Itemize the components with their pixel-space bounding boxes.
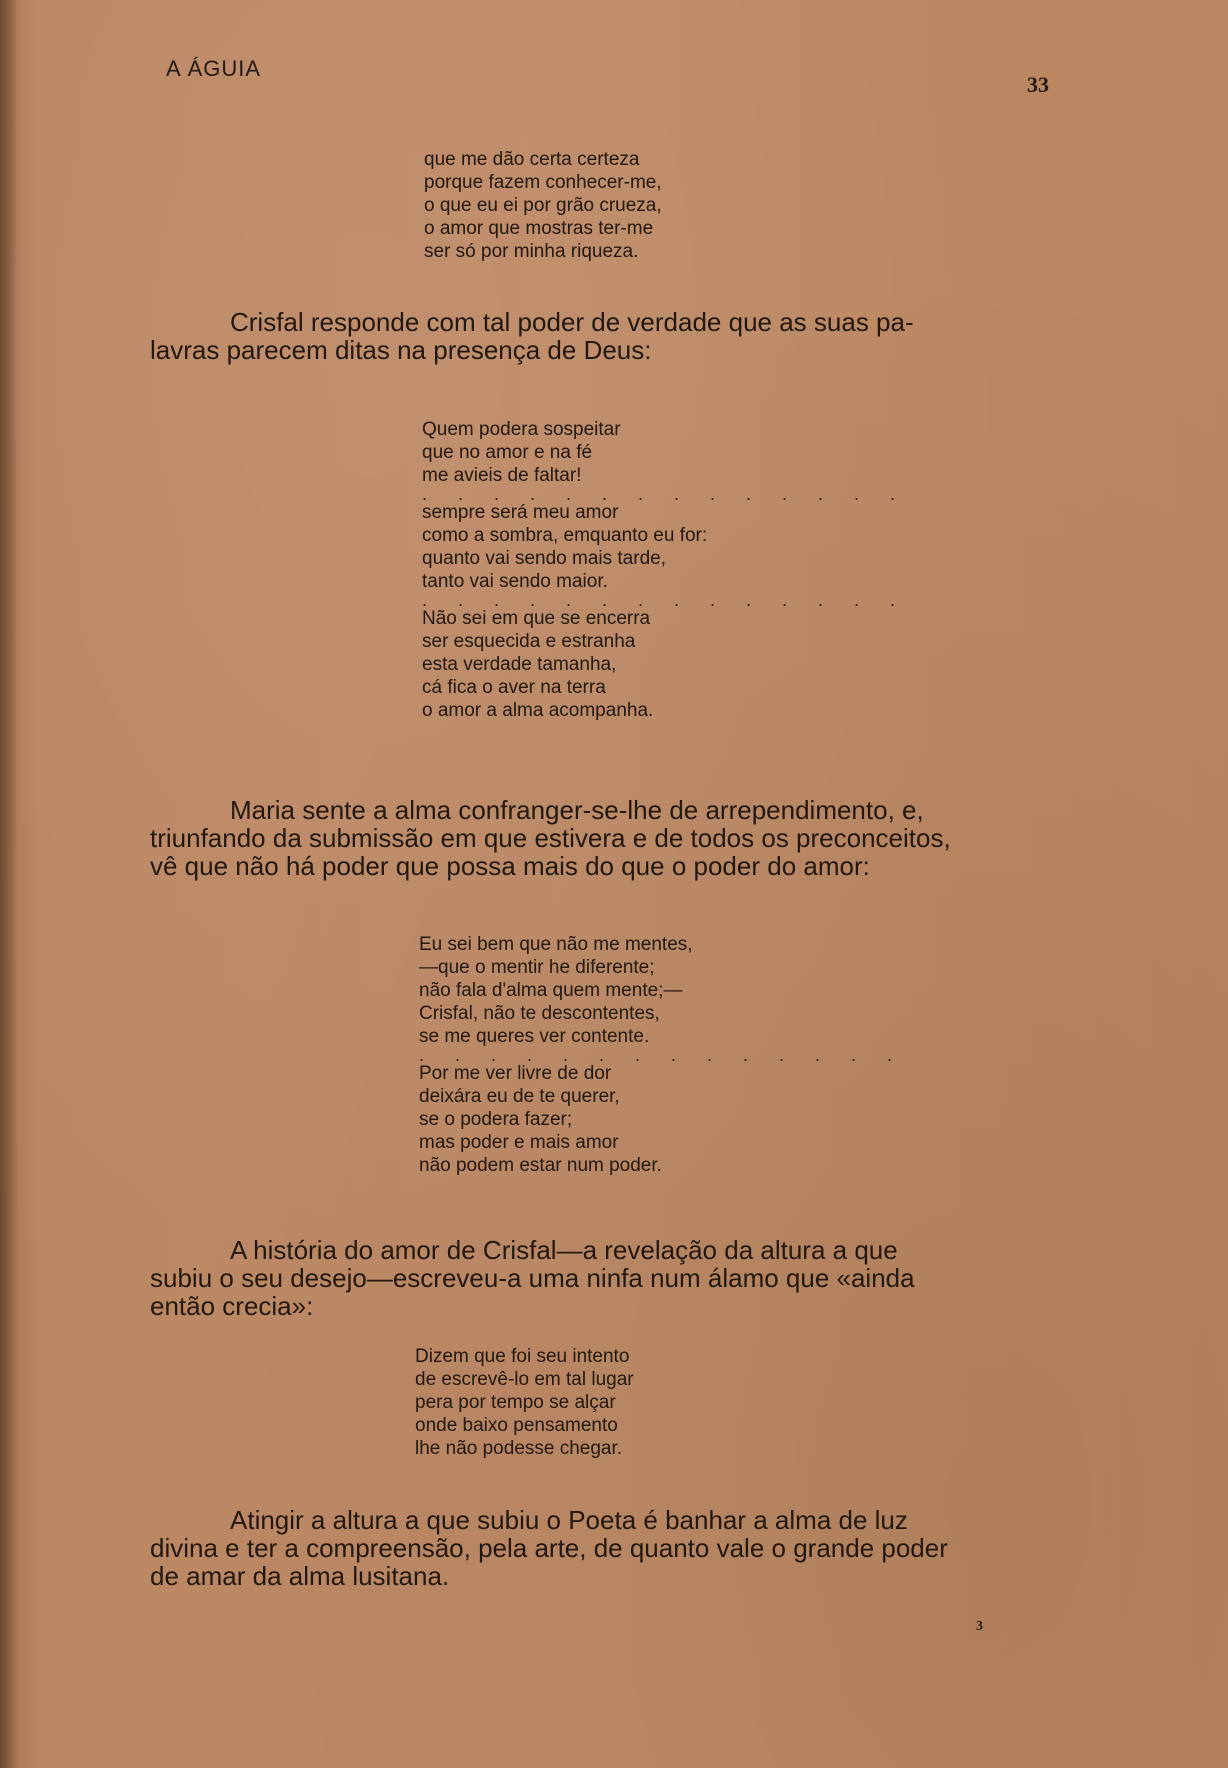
prose-line: Maria sente a alma confranger-se-lhe de arrependimento, e, xyxy=(230,795,924,825)
prose-paragraph-4 xyxy=(150,1506,1042,1590)
verse-line: pera por tempo se alçar xyxy=(415,1392,616,1413)
prose-paragraph-2 xyxy=(150,796,1042,880)
verse-line: quanto vai sendo mais tarde, xyxy=(422,548,666,569)
verse-line: o amor que mostras ter-me xyxy=(424,218,654,239)
prose-paragraph-1 xyxy=(150,308,1042,364)
verse-line: de escrevê-lo em tal lugar xyxy=(415,1369,634,1390)
verse-line: mas poder e mais amor xyxy=(419,1132,619,1153)
verse-line: que no amor e na fé xyxy=(422,442,593,463)
verse-line: cá fica o aver na terra xyxy=(422,677,606,698)
verse-line: Dizem que foi seu intento xyxy=(415,1346,630,1367)
verse-line: o que eu ei por grão crueza, xyxy=(424,195,662,216)
verse-line: como a sombra, emquanto eu for: xyxy=(422,525,708,546)
verse-line: esta verdade tamanha, xyxy=(422,654,617,675)
page-number: 33 xyxy=(1027,72,1049,97)
prose-line: então crecia»: xyxy=(150,1291,314,1321)
verse-stanza-4 xyxy=(415,1345,634,1460)
verse-line: me avieis de faltar! xyxy=(422,465,582,486)
signature-mark: 3 xyxy=(976,1619,983,1634)
prose-line: lavras parecem ditas na presença de Deus: xyxy=(150,335,652,365)
verse-stanza-2 xyxy=(422,418,909,722)
verse-line: porque fazem conhecer-me, xyxy=(424,172,662,193)
ellipsis-row: . . . . . . . . . . . . . . xyxy=(422,484,909,504)
ellipsis-row: . . . . . . . . . . . . . . xyxy=(422,590,909,610)
verse-line: o amor a alma acompanha. xyxy=(422,700,654,721)
verse-line: ser esquecida e estranha xyxy=(422,631,636,652)
prose-line: divina e ter a compreensão, pela arte, de quanto vale o grande poder xyxy=(150,1533,948,1563)
verse-stanza-1 xyxy=(424,148,662,263)
prose-line: Crisfal responde com tal poder de verdade que as suas pa- xyxy=(230,307,914,337)
prose-line: triunfando da submissão em que estivera e de todos os preconceitos, xyxy=(150,823,951,853)
prose-line: de amar da alma lusitana. xyxy=(150,1561,450,1591)
verse-line: Quem podera sospeitar xyxy=(422,419,621,440)
verse-line: ser só por minha riqueza. xyxy=(424,241,639,262)
verse-line: que me dão certa certeza xyxy=(424,149,640,170)
prose-line: subiu o seu desejo—escreveu-a uma ninfa num álamo que «ainda xyxy=(150,1263,915,1293)
prose-line: Atingir a altura a que subiu o Poeta é banhar a alma de luz xyxy=(230,1505,908,1535)
ellipsis-row: . . . . . . . . . . . . . . xyxy=(419,1045,906,1065)
verse-line: deixára eu de te querer, xyxy=(419,1086,620,1107)
verse-line: Eu sei bem que não me mentes, xyxy=(419,934,693,955)
verse-line: Por me ver livre de dor xyxy=(419,1063,612,1084)
verse-line: onde baixo pensamento xyxy=(415,1415,618,1436)
prose-line: A história do amor de Crisfal—a revelação da altura a que xyxy=(230,1235,898,1265)
prose-paragraph-3 xyxy=(150,1236,1042,1320)
verse-stanza-3 xyxy=(419,933,906,1177)
verse-line: Crisfal, não te descontentes, xyxy=(419,1003,660,1024)
verse-line: se me queres ver contente. xyxy=(419,1026,650,1047)
verse-line: sempre será meu amor xyxy=(422,502,619,523)
verse-line: não podem estar num poder. xyxy=(419,1155,662,1176)
running-title: A ÁGUIA xyxy=(166,56,262,81)
verse-line: —que o mentir he diferente; xyxy=(419,957,655,978)
verse-line: Não sei em que se encerra xyxy=(422,608,651,629)
prose-line: vê que não há poder que possa mais do que o poder do amor: xyxy=(150,851,870,881)
verse-line: não fala d'alma quem mente;— xyxy=(419,980,683,1001)
verse-line: lhe não podesse chegar. xyxy=(415,1438,623,1459)
verse-line: tanto vai sendo maior. xyxy=(422,571,608,592)
verse-line: se o podera fazer; xyxy=(419,1109,573,1130)
